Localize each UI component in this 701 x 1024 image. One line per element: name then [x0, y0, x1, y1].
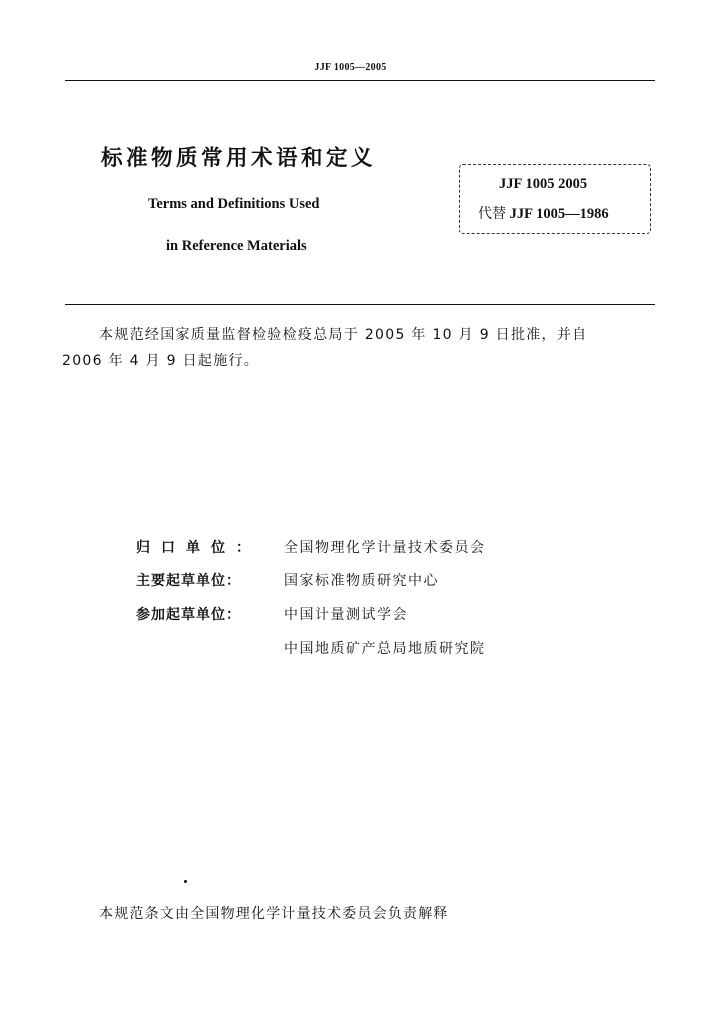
org-row-participating-drafter-2: [136, 638, 486, 658]
header-standard-code: JJF 1005—2005: [314, 62, 387, 73]
org-value: 全国物理化学计量技术委员会: [284, 540, 486, 556]
footer-note: 本规范条文由全国物理化学计量技术委员会负责解释: [99, 906, 449, 922]
org-label: 参加起草单位：: [136, 607, 241, 623]
org-value: 国家标准物质研究中心: [284, 573, 439, 589]
replaces-code: JJF 1005—1986: [509, 206, 609, 222]
approval-line-2: 2006 年 4 月 9 日起施行。: [62, 353, 260, 369]
approval-line-1: 本规范经国家质量监督检验检疫总局于 2005 年 10 月 9 日批准，并自: [99, 327, 588, 343]
org-label: 主要起草单位：: [136, 573, 241, 589]
standard-code-box: [459, 164, 651, 234]
section-rule: [65, 304, 655, 305]
header-rule: [65, 80, 655, 81]
title-english-line-2: in Reference Materials: [166, 238, 307, 254]
standard-code: JJF 1005 2005: [499, 176, 588, 192]
org-value: 中国计量测试学会: [284, 607, 408, 623]
title-chinese: 标准物质常用术语和定义: [101, 146, 377, 171]
org-row-main-drafter: [136, 570, 439, 590]
org-value: 中国地质矿产总局地质研究院: [284, 641, 486, 657]
org-row-participating-drafter: [136, 604, 408, 624]
org-row-responsible: [136, 537, 486, 557]
replaces-label: 代替: [478, 206, 506, 222]
replaces-line: [478, 203, 609, 223]
speck-mark: [184, 880, 187, 883]
org-label: 归口单位：: [136, 540, 261, 556]
title-english-line-1: Terms and Definitions Used: [148, 196, 320, 212]
